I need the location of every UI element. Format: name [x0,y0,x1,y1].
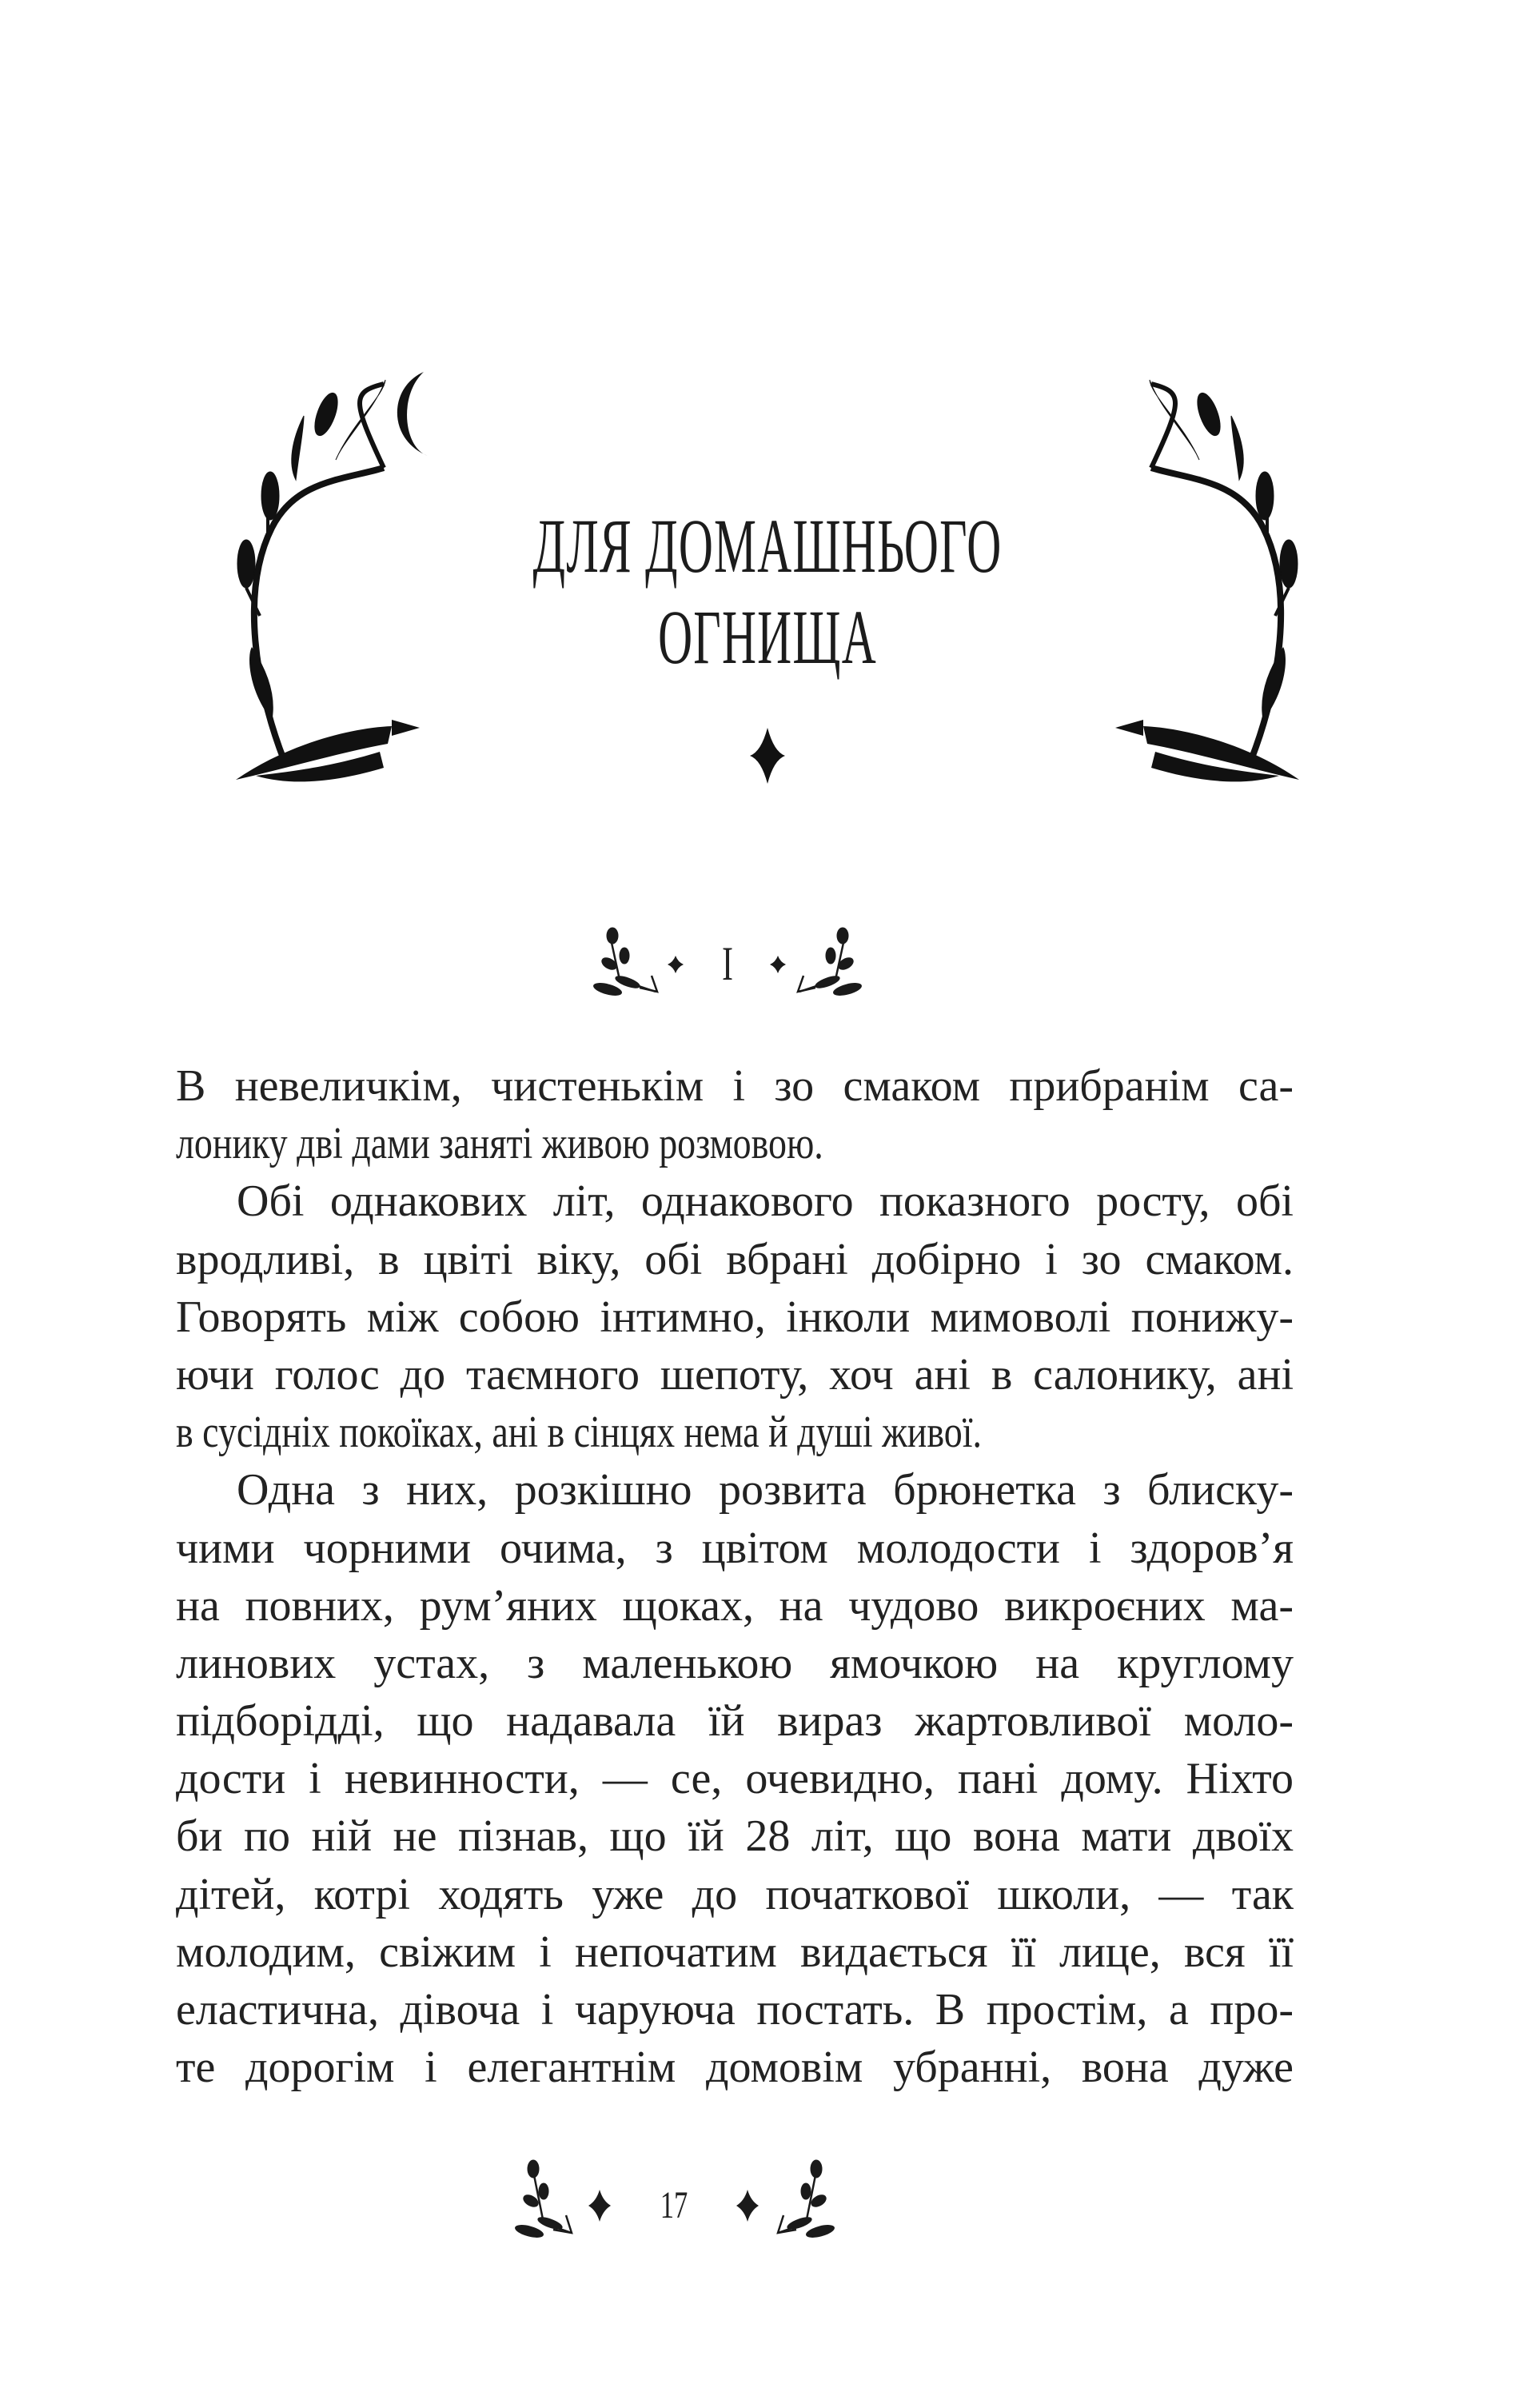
text-line [176,1866,1294,1923]
section-marker [560,912,975,1024]
text-line [176,1577,1294,1635]
quill-feather-left-icon [236,720,420,781]
crescent-moon-icon [397,372,428,456]
text-line-content: Одна з них, розкішно розвита брюнетка з блиску- [237,1465,1294,1515]
section-numeral: I [722,937,733,990]
text-line-content: дости і невинности, — се, очевидно, пані дому. Ніхто [176,1754,1294,1804]
text-line [176,1231,1294,1288]
text-line [176,1519,1294,1577]
text-line-content: вродливі, в цвіті віку, обі вбрані добірно і зо смаком. [176,1234,1294,1284]
text-line [176,1923,1294,1981]
text-line [176,1346,1294,1404]
text-line-content: на повних, рум’яних щоках, на чудово викроєних ма- [176,1580,1294,1631]
page-number: 17 [660,2184,688,2226]
body-text [176,1057,1294,2096]
text-line-content: те дорогім і елегантнім домовім убранні, вона дуже [176,2043,1294,2093]
text-line-content: лонику дві дами заняті живою розмовою. [176,1119,823,1169]
text-line [176,1404,1294,1461]
text-line [176,1692,1294,1750]
text-line [176,1115,1294,1172]
text-line [176,1807,1294,1865]
text-line-content: дітей, котрі ходять уже до початкової школи, — так [176,1869,1294,1919]
text-line-content: В невеличкім, чистенькім і зо смаком прибранім са- [176,1061,1294,1111]
text-line [176,1981,1294,2039]
page-footer [496,2159,1039,2287]
chapter-title-line-2: ОГНИЩА [658,594,877,680]
chapter-title-line-1: ДЛЯ ДОМАШНЬОГО [532,503,1003,589]
text-line-content: ючи голос до таємного шепоту, хоч ані в салонику, ані [176,1349,1294,1400]
text-line-content: линових устах, з маленькою ямочкою на круглому [176,1638,1294,1688]
text-line-content: Обі однакових літ, однакового показного росту, обі [237,1176,1294,1227]
text-line [176,2039,1294,2096]
text-line-content: Говорять між собою інтимно, інколи мимоволі понижу- [176,1292,1294,1342]
text-line [176,1750,1294,1807]
text-line-content: чими чорними очима, з цвітом молодости і здоров’я [176,1523,1294,1573]
text-line [176,1288,1294,1346]
text-line [176,1461,1294,1519]
quill-feather-right-icon [1115,720,1299,781]
text-line [176,1635,1294,1692]
text-line-content: молодим, свіжим і непочатим видається її лице, вся її [176,1927,1294,1977]
text-line [176,1172,1294,1230]
text-line [176,1057,1294,1115]
four-point-star-icon [750,728,785,784]
text-line-content: би по ній не пізнав, що їй 28 літ, що вона мати двоїх [176,1811,1294,1862]
text-line-content: підборідді, що надавала їй вираз жартовливої моло- [176,1696,1294,1747]
text-line-content: в сусідніх покоїках, ані в сінцях нема й душі живої. [176,1408,982,1458]
text-line-content: еластична, дівоча і чаруюча постать. В простім, а про- [176,1985,1294,2035]
